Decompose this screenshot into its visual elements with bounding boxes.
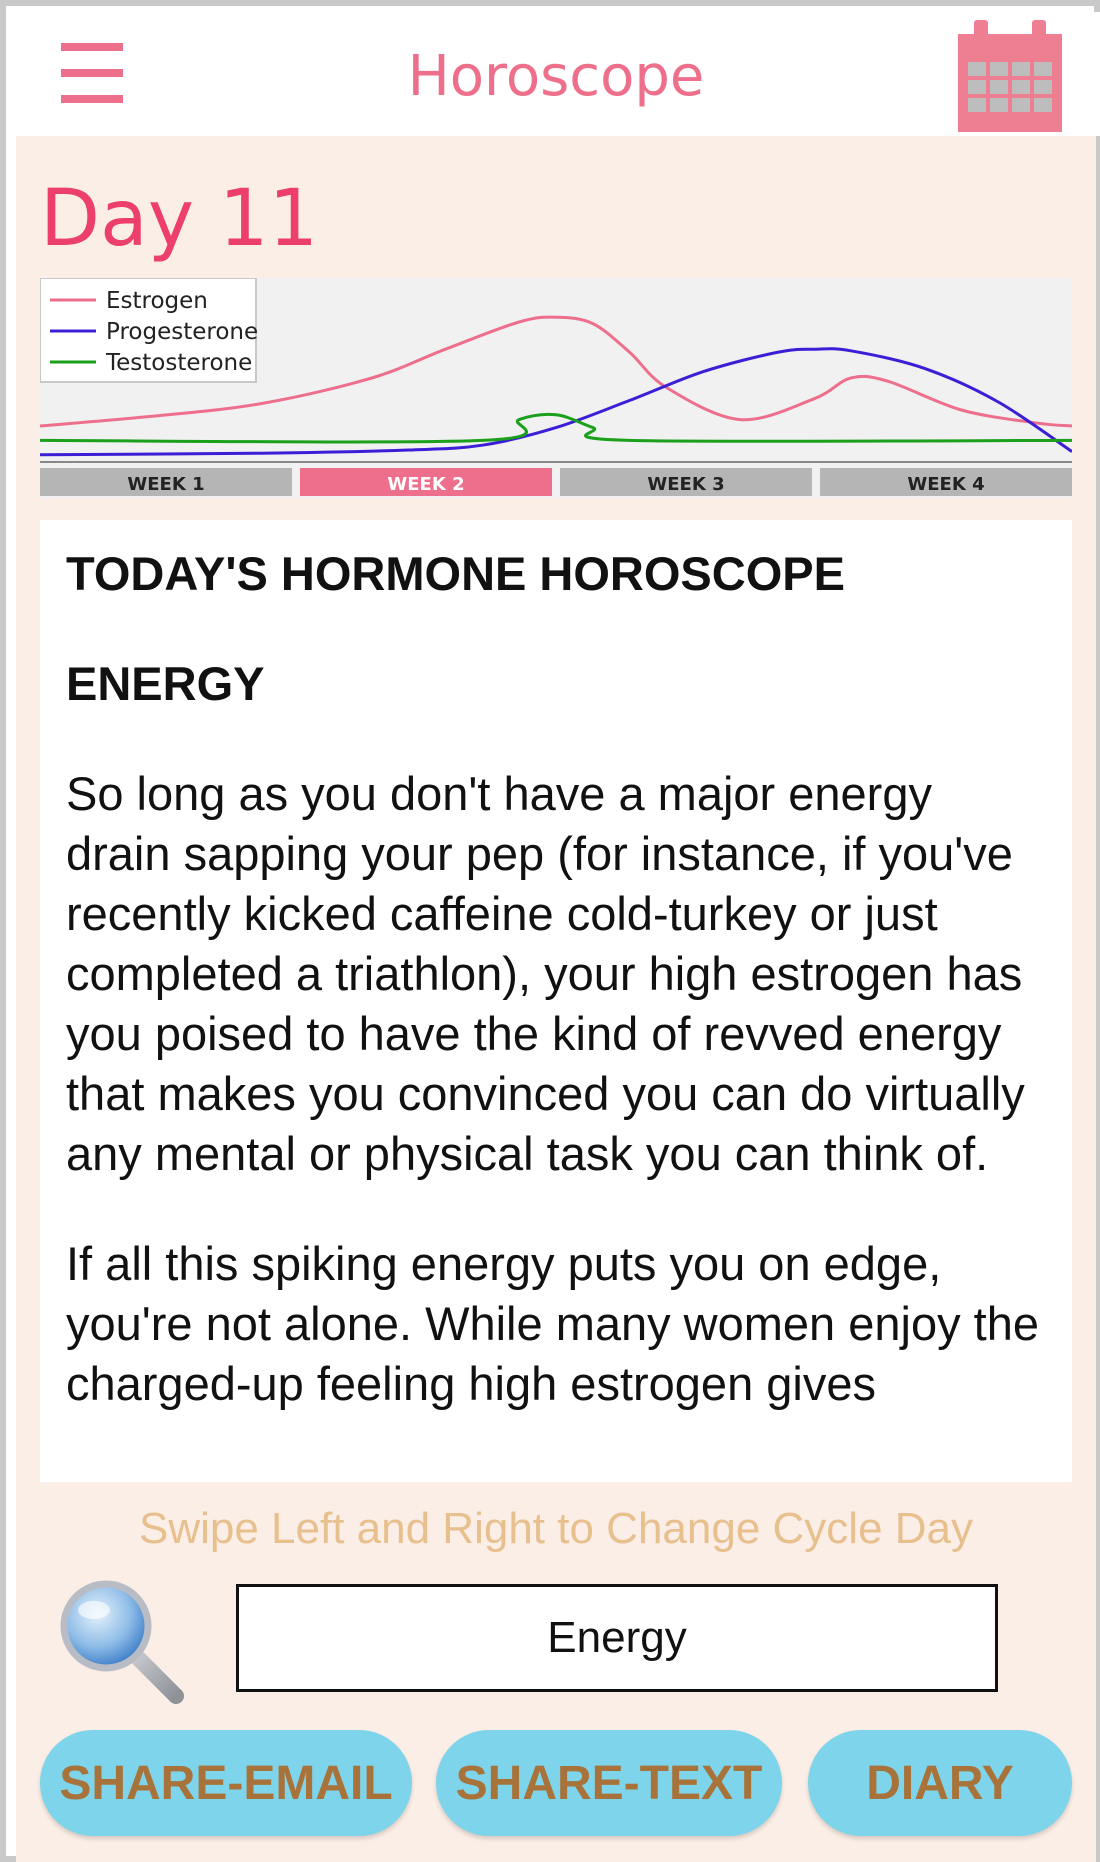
horoscope-heading: TODAY'S HORMONE HOROSCOPE — [66, 547, 845, 600]
page-title: Horoscope — [407, 44, 705, 109]
share-text-button[interactable]: SHARE-TEXT — [436, 1730, 782, 1836]
swipe-hint-text: Swipe Left and Right to Change Cycle Day — [138, 1504, 974, 1553]
topic-select-field[interactable]: Energy — [236, 1584, 998, 1692]
calendar-icon[interactable] — [958, 20, 1062, 132]
legend-label-testosterone: Testosterone — [106, 350, 253, 376]
legend-label-progesterone: Progesterone — [106, 319, 259, 345]
main-panel — [16, 136, 1096, 1862]
top-bar — [12, 12, 1100, 136]
week-label-3: WEEK 3 — [647, 474, 725, 495]
week-label-1: WEEK 1 — [127, 474, 205, 495]
horoscope-section-title: ENERGY — [66, 657, 265, 710]
week-label-4: WEEK 4 — [907, 474, 985, 495]
magnifier-icon[interactable] — [56, 1576, 186, 1706]
share-email-button[interactable]: SHARE-EMAIL — [40, 1730, 412, 1836]
cycle-day-title: Day 11 — [40, 174, 319, 264]
diary-button[interactable]: DIARY — [808, 1730, 1072, 1836]
horoscope-paragraph: So long as you don't have a major energy drain sapping your pep (for instance, if you've recently kicked caffeine cold-turkey or just completed a triathlon), your high estrogen has you poised to have the kind of revved energy that makes you convinced you can do virtually any mental or physical task you can think of. — [66, 767, 1025, 1180]
legend-label-estrogen: Estrogen — [106, 288, 208, 314]
chart-legend — [40, 278, 258, 382]
horoscope-paragraph: If all this spiking energy puts you on edge, you're not alone. While many women enjoy the charged-up feeling high estrogen gives — [66, 1237, 1040, 1410]
week-label-2: WEEK 2 — [387, 474, 465, 495]
horoscope-text-card[interactable] — [40, 520, 1072, 1482]
